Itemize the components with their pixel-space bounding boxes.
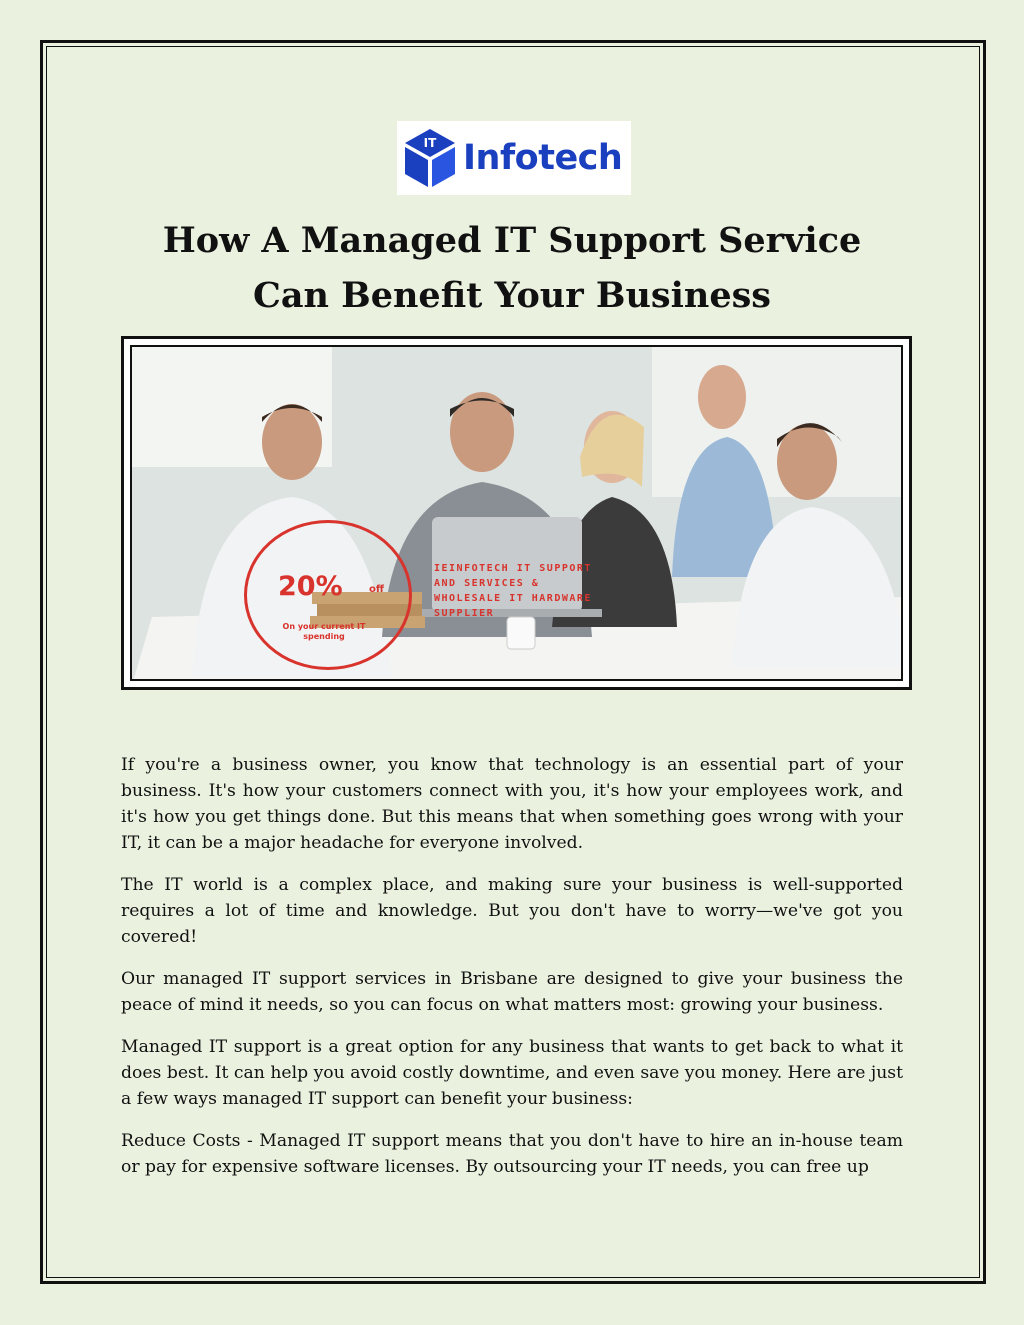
title-line-2: Can Benefit Your Business bbox=[252, 275, 772, 316]
paragraph: Managed IT support is a great option for any business that wants to get back to what it does best. It can help you avoid costly downtime, and even save you money. Here are just a few ways managed IT support can benefit your business: bbox=[121, 1037, 903, 1109]
svg-text:IT: IT bbox=[423, 136, 437, 150]
title-line-1: How A Managed IT Support Service bbox=[162, 220, 862, 261]
team-photo bbox=[130, 345, 903, 681]
paragraph: If you're a business owner, you know that technology is an essential part of your business. It's how your customers connect with you, it's how your employees work, and it's how you get things done. But this means that when something goes wrong with your IT, it can be a major headache for everyone involved. bbox=[121, 755, 903, 853]
infotech-logo bbox=[397, 121, 631, 195]
discount-subtext: On your current IT spending bbox=[282, 622, 366, 641]
paragraph: Reduce Costs - Managed IT support means that you don't have to hire an in-house team or pay for expensive software licenses. By outsourcing your IT needs, you can free up bbox=[121, 1131, 903, 1177]
article-body bbox=[121, 752, 903, 1196]
overlay-line-4: SUPPLIER bbox=[434, 608, 495, 619]
paragraph: The IT world is a complex place, and making sure your business is well-supported requires a lot of time and knowledge. But you don't have to worry—we've got you covered! bbox=[121, 875, 903, 947]
discount-percent: 20% bbox=[278, 571, 343, 602]
team-photo-illustration bbox=[132, 347, 903, 681]
logo-wordmark: Infotech bbox=[463, 138, 623, 178]
overlay-line-1: IEINFOTECH IT SUPPORT bbox=[434, 563, 592, 574]
overlay-line-3: WHOLESALE IT HARDWARE bbox=[434, 593, 592, 604]
paragraph: Our managed IT support services in Brisbane are designed to give your business the peace of mind it needs, so you can focus on what matters most: growing your business. bbox=[121, 969, 903, 1015]
overlay-line-2: AND SERVICES & bbox=[434, 578, 540, 589]
hero-image-frame bbox=[121, 336, 912, 690]
page-title bbox=[100, 213, 924, 323]
cube-logo-icon bbox=[401, 125, 459, 191]
discount-off-label: off bbox=[369, 584, 384, 595]
image-overlay-caption bbox=[434, 561, 614, 621]
